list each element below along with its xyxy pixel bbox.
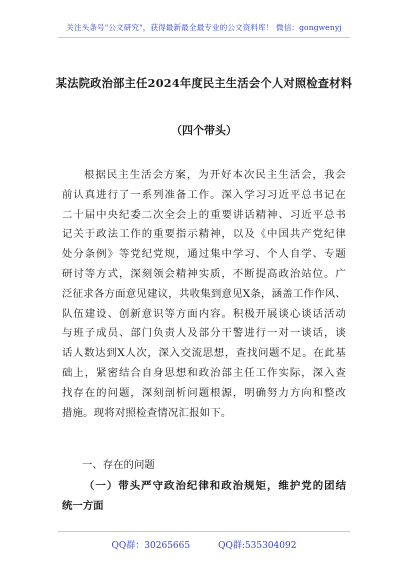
- intro-line: 措施。现将对照检查情况汇报如下。: [62, 406, 232, 419]
- intro-line: 前认真进行了一系列准备工作。深入学习习近平总书记在: [62, 188, 346, 201]
- intro-paragraph: [62, 166, 346, 423]
- footer-divider: [58, 531, 350, 532]
- intro-line: 础上，紧密结合自身思想和政治部主任工作实际，深入查: [62, 366, 346, 379]
- sub-heading-line: 统一方面: [62, 499, 104, 512]
- intro-line: 记关于政法工作的重要指示精神，以及《中国共产党纪律: [62, 228, 346, 241]
- intro-line: 话人数达到X人次，深入交流思想，查找问题不足。在此基: [62, 347, 346, 360]
- intro-line: 队伍建设、创新意识等方面内容。积极开展谈心谈话活动: [62, 307, 346, 320]
- header-promo-note: 关注头条号"公文研究"，获得最新最全最专业的公文资料库！ 微信：gongwenyj: [66, 23, 342, 32]
- intro-line: 处分条例》等党纪党规，通过集中学习、个人自学、专题: [62, 248, 346, 261]
- intro-line: 找存在的问题，深刻剖析问题根源，明确努力方向和整改: [62, 386, 346, 399]
- intro-line: 研讨等方式，深刻领会精神实质，不断提高政治站位。广: [62, 267, 346, 280]
- footer-qq-group-2: QQ群:535304092: [218, 541, 297, 551]
- intro-line: 与班子成员、部门负责人及部分干警进行一对一谈话，谈: [62, 327, 346, 340]
- sub-heading-line: （一）带头严守政治纪律和政治规矩，维护党的团结: [84, 480, 346, 492]
- intro-line: 二十届中央纪委二次全会上的重要讲话精神、习近平总书: [62, 208, 346, 221]
- section-heading: 一、存在的问题: [82, 459, 155, 471]
- footer-contacts: [0, 538, 408, 551]
- header-divider: [58, 37, 350, 38]
- document-subtitle: （四个带头）: [171, 124, 237, 137]
- document-title: 某法院政治部主任2024年度民主生活会个人对照检查材料: [55, 76, 353, 90]
- footer-qq-group-1: QQ群：30265665: [111, 541, 191, 551]
- intro-line: 泛征求各方面意见建议，共收集到意见X条，涵盖工作作风、: [62, 287, 346, 300]
- intro-line: 根据民主生活会方案，为开好本次民主生活会，我会: [84, 169, 346, 181]
- sub-heading: [62, 477, 346, 517]
